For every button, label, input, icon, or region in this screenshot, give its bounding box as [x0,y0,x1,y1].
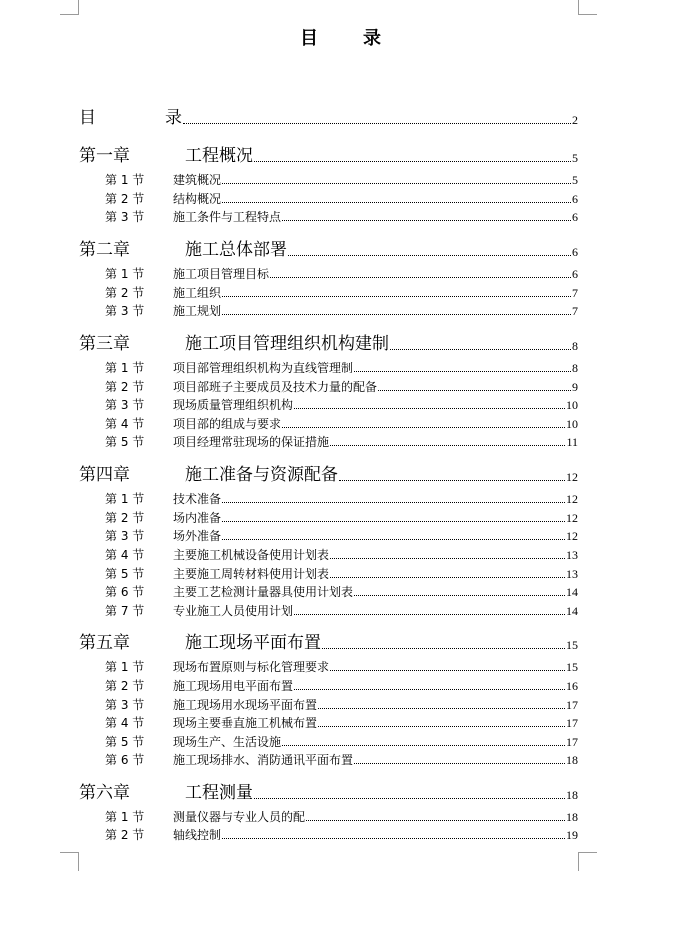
section-number: 第 1 节 [79,265,173,282]
toc-entry-contents[interactable] [79,103,578,128]
dot-leader [282,745,565,746]
toc-section[interactable] [79,190,578,207]
dot-leader [354,371,571,372]
dot-leader [339,480,565,481]
page-corner-mark [578,0,597,15]
toc-section[interactable] [79,826,578,843]
dot-leader [330,577,565,578]
chapter-number: 第一章 [79,141,185,166]
section-number: 第 7 节 [79,602,173,619]
page-title-char: 目 [300,28,319,49]
section-number: 第 3 节 [79,302,173,319]
section-title: 主要施工周转材料使用计划表 [173,567,330,581]
toc-page-number: 8 [572,361,578,375]
section-number: 第 2 节 [79,284,173,301]
dot-leader [330,445,565,446]
toc-page-number: 5 [572,173,578,187]
toc-chapter[interactable] [79,460,578,485]
toc-section[interactable] [79,284,578,301]
section-title: 施工条件与工程特点 [173,210,282,224]
section-title: 测量仪器与专业人员的配 [173,810,306,824]
toc-section[interactable] [79,546,578,563]
dot-leader [330,558,565,559]
toc-chapter[interactable] [79,628,578,653]
chapter-number: 第四章 [79,460,185,485]
page-title-char: 录 [363,28,382,49]
dot-leader [222,296,571,297]
toc-page-number: 9 [572,380,578,394]
section-number: 第 4 节 [79,415,173,432]
dot-leader [288,255,571,256]
toc-page-number: 12 [566,529,578,543]
chapter-title: 工程概况 [185,141,253,166]
dot-leader [222,539,565,540]
dot-leader [318,708,565,709]
dot-leader [318,726,565,727]
toc-section[interactable] [79,583,578,600]
dot-leader [330,670,565,671]
section-number: 第 4 节 [79,546,173,563]
section-title: 项目部的组成与要求 [173,417,282,431]
toc-page-number: 14 [566,585,578,599]
section-title: 建筑概况 [173,173,222,187]
dot-leader [282,220,571,221]
toc-page-number: 16 [566,679,578,693]
toc-page-number: 6 [572,192,578,206]
section-number: 第 2 节 [79,378,173,395]
section-number: 第 2 节 [79,190,173,207]
toc-page-number: 18 [566,810,578,824]
dot-leader [222,838,565,839]
toc-section[interactable] [79,677,578,694]
dot-leader [354,595,565,596]
section-number: 第 2 节 [79,509,173,526]
chapter-number: 第三章 [79,329,185,354]
section-number: 第 1 节 [79,658,173,675]
toc-section[interactable] [79,396,578,413]
dot-leader [254,161,571,162]
toc-section[interactable] [79,658,578,675]
section-title: 施工现场用水现场平面布置 [173,698,318,712]
toc-page-number: 19 [566,828,578,842]
section-title: 现场布置原则与标化管理要求 [173,660,330,674]
toc-section[interactable] [79,208,578,225]
toc-section[interactable] [79,565,578,582]
toc-page-number: 18 [566,753,578,767]
toc-page-number: 13 [566,567,578,581]
section-number: 第 1 节 [79,359,173,376]
section-number: 第 6 节 [79,751,173,768]
section-number: 第 3 节 [79,396,173,413]
dot-leader [390,349,571,350]
toc-page-number: 11 [566,435,578,449]
section-title: 现场质量管理组织机构 [173,398,294,412]
section-title: 施工现场用电平面布置 [173,679,294,693]
toc-page-number: 17 [566,698,578,712]
toc-page-number: 17 [566,716,578,730]
dot-leader [294,408,565,409]
dot-leader [222,202,571,203]
page-title [0,24,682,50]
section-number: 第 2 节 [79,826,173,843]
section-number: 第 5 节 [79,433,173,450]
toc-chapter[interactable] [79,235,578,260]
section-title: 技术准备 [173,492,222,506]
section-title: 专业施工人员使用计划 [173,604,294,618]
section-title: 场内准备 [173,511,222,525]
chapter-title: 施工项目管理组织机构建制 [185,329,389,354]
dot-leader [294,689,565,690]
dot-leader [222,502,565,503]
section-number: 第 5 节 [79,565,173,582]
toc-page-number: 7 [572,304,578,318]
chapter-title: 施工总体部署 [185,235,287,260]
section-title: 项目经理常驻现场的保证措施 [173,435,330,449]
page-corner-mark [60,0,79,15]
dot-leader [294,614,565,615]
dot-leader [354,763,565,764]
section-title: 主要工艺检测计量器具使用计划表 [173,585,354,599]
section-title: 轴线控制 [173,828,222,842]
toc-page-number: 17 [566,735,578,749]
section-number: 第 3 节 [79,696,173,713]
page-corner-mark [60,852,79,871]
dot-leader [222,183,571,184]
section-title: 结构概况 [173,192,222,206]
toc-chapter[interactable] [79,329,578,354]
section-number: 第 1 节 [79,808,173,825]
toc-page-number: 7 [572,286,578,300]
toc-page-number: 14 [566,604,578,618]
dot-leader [306,820,565,821]
dot-leader [254,798,565,799]
toc-page-number: 6 [572,210,578,224]
toc-page-number: 10 [566,398,578,412]
section-number: 第 3 节 [79,208,173,225]
toc-page-number: 6 [572,267,578,281]
dot-leader [378,390,571,391]
toc-section[interactable] [79,359,578,376]
chapter-number: 第五章 [79,628,185,653]
dot-leader [222,521,565,522]
toc-page-number: 18 [566,788,578,802]
section-number: 第 5 节 [79,733,173,750]
toc-page-number: 5 [572,151,578,165]
toc-page-number: 12 [566,492,578,506]
dot-leader [282,427,565,428]
section-title: 现场生产、生活设施 [173,735,282,749]
toc-section[interactable] [79,808,578,825]
toc-section[interactable] [79,302,578,319]
section-number: 第 2 节 [79,677,173,694]
toc-section[interactable] [79,415,578,432]
chapter-title: 施工现场平面布置 [185,628,321,653]
toc-page-number: 10 [566,417,578,431]
toc-chapter[interactable] [79,141,578,166]
toc-section[interactable] [79,433,578,450]
toc-section[interactable] [79,527,578,544]
section-title: 施工现场排水、消防通讯平面布置 [173,753,354,767]
page-corner-mark [578,852,597,871]
dot-leader [222,314,571,315]
toc-section[interactable] [79,509,578,526]
section-number: 第 6 节 [79,583,173,600]
toc-page-number: 13 [566,548,578,562]
dot-leader [322,648,565,649]
section-title: 施工项目管理目标 [173,267,270,281]
chapter-number: 第六章 [79,778,185,803]
section-title: 场外准备 [173,529,222,543]
chapter-number: 第二章 [79,235,185,260]
toc-entry-title: 目 [79,108,96,128]
toc-section[interactable] [79,751,578,768]
chapter-title: 工程测量 [185,778,253,803]
toc-section[interactable] [79,378,578,395]
toc-page-number: 15 [566,660,578,674]
toc-section[interactable] [79,696,578,713]
section-title: 主要施工机械设备使用计划表 [173,548,330,562]
toc-page-number: 2 [572,113,578,127]
section-title: 施工规划 [173,304,222,318]
toc-section[interactable] [79,171,578,188]
toc-page-number: 12 [566,511,578,525]
section-number: 第 1 节 [79,171,173,188]
toc-chapter[interactable] [79,778,578,803]
section-title: 项目部班子主要成员及技术力量的配备 [173,380,378,394]
toc-page-number: 15 [566,638,578,652]
section-title: 项目部管理组织机构为直线管理制 [173,361,354,375]
section-number: 第 4 节 [79,714,173,731]
toc-entry-title: 录 [165,108,182,128]
dot-leader [183,123,571,124]
toc-page-number: 6 [572,245,578,259]
toc-section[interactable] [79,602,578,619]
section-number: 第 1 节 [79,490,173,507]
dot-leader [270,277,571,278]
toc-section[interactable] [79,733,578,750]
toc-page-number: 12 [566,470,578,484]
toc-section[interactable] [79,714,578,731]
chapter-title: 施工准备与资源配备 [185,460,338,485]
toc-section[interactable] [79,265,578,282]
toc-page-number: 8 [572,339,578,353]
section-title: 现场主要垂直施工机械布置 [173,716,318,730]
toc-section[interactable] [79,490,578,507]
section-title: 施工组织 [173,286,222,300]
section-number: 第 3 节 [79,527,173,544]
